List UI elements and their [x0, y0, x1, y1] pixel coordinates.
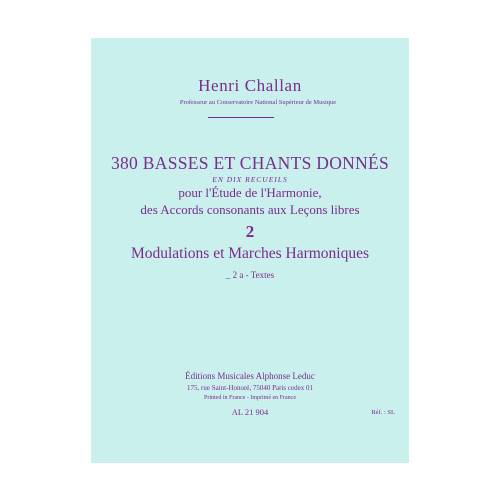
volume-number: 2 — [245, 222, 255, 241]
part-label: _ 2 a - Textes — [225, 270, 275, 280]
author-name: Henri Challan — [198, 76, 302, 95]
collections-note: EN DIX RECUEILS — [212, 175, 288, 184]
catalog-number: AL 21 904 — [231, 407, 269, 417]
description-line-2: des Accords consonants aux Leçons libres — [140, 202, 360, 217]
volume-title: Modulations et Marches Harmoniques — [130, 245, 370, 262]
reference-code: Réf. : SL — [371, 409, 395, 416]
divider-rule — [208, 117, 274, 118]
book-cover — [91, 38, 409, 463]
work-title: 380 BASSES ET CHANTS DONNÉS — [110, 153, 390, 173]
publisher-address: 175, rue Saint-Honoré, 75040 Paris cedex 01 — [187, 384, 313, 392]
description-line-1: pour l'Étude de l'Harmonie, — [178, 185, 322, 200]
printed-in-note: Printed in France - Imprimé en France — [204, 395, 296, 401]
publisher-name: Éditions Musicales Alphonse Leduc — [185, 371, 315, 381]
author-title: Professeur au Conservatoire National Supérieur de Musique — [179, 99, 337, 106]
